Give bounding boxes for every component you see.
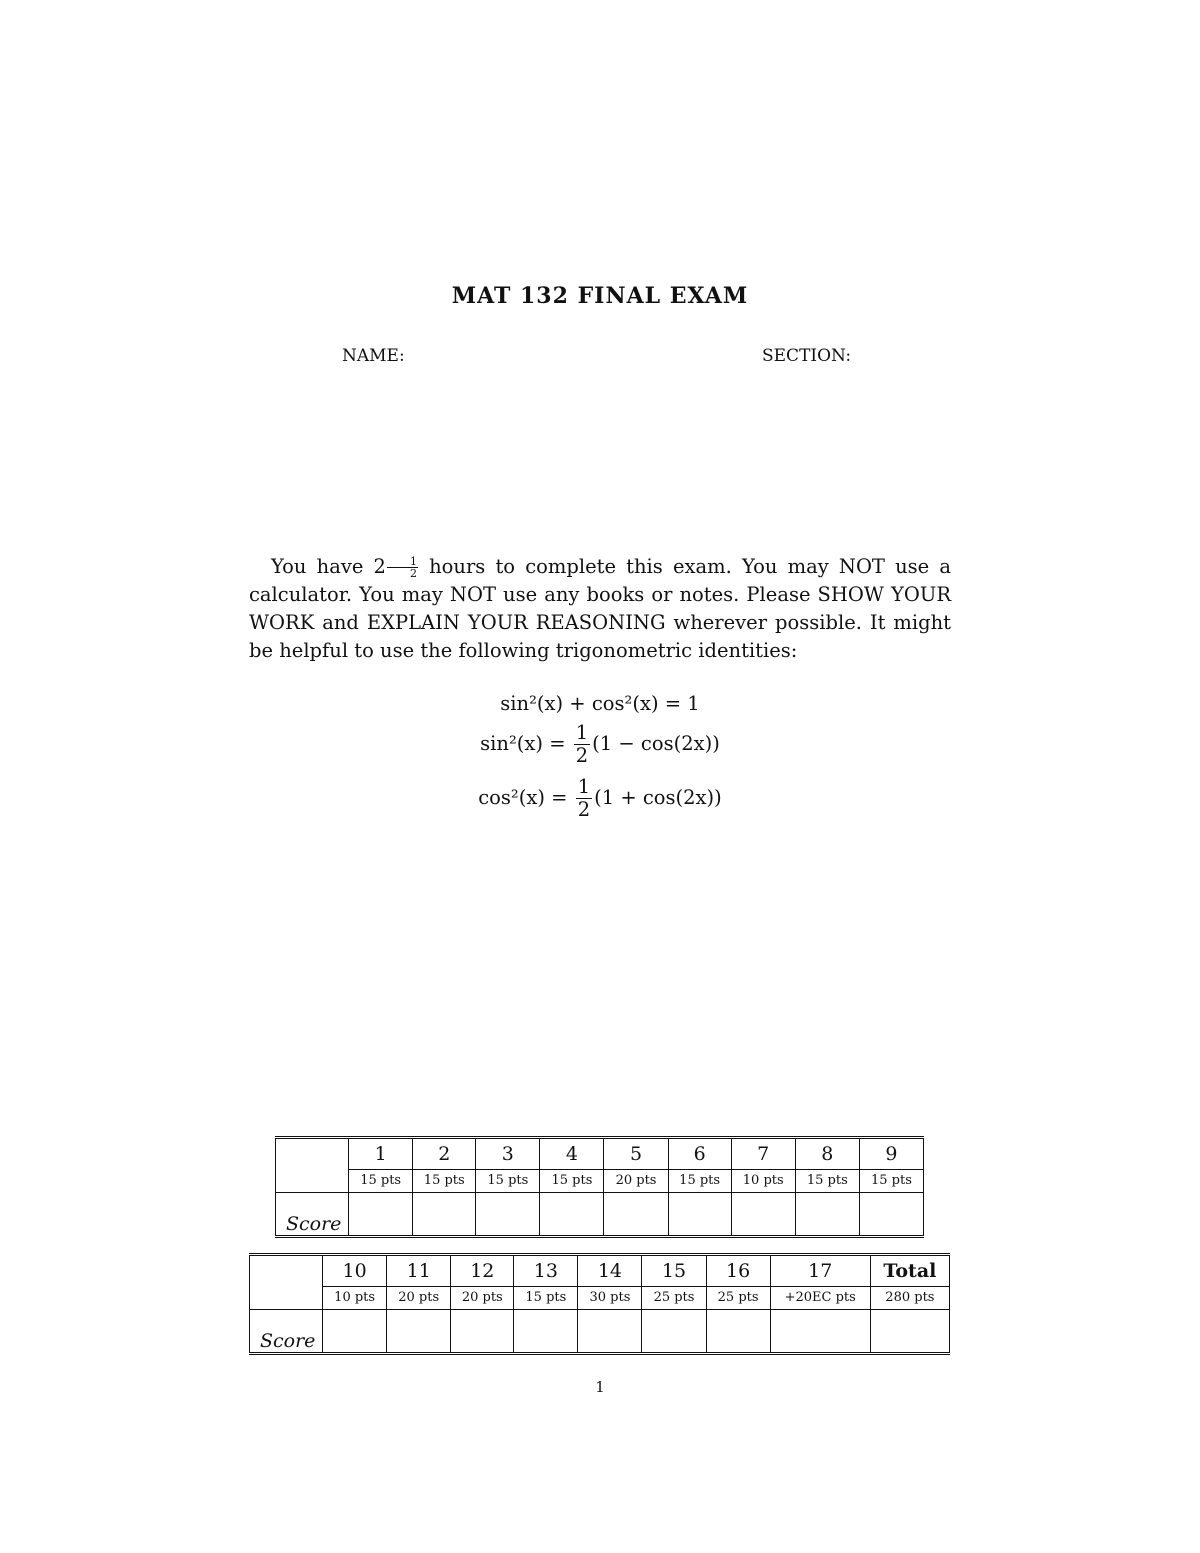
hours-fraction xyxy=(387,556,418,579)
score-cell[interactable] xyxy=(604,1193,668,1237)
score-cell[interactable] xyxy=(668,1193,731,1237)
identity-2-denominator: 2 xyxy=(575,744,589,767)
question-points: 10 pts xyxy=(731,1170,795,1193)
score-table-1 xyxy=(275,1136,924,1238)
score-cell[interactable] xyxy=(349,1193,413,1237)
table-2-points-row xyxy=(250,1287,950,1310)
identity-2-rhs: (1 − cos(2x)) xyxy=(592,732,720,755)
question-points: 10 pts xyxy=(323,1287,387,1310)
question-points: 15 pts xyxy=(514,1287,578,1310)
score-cell[interactable] xyxy=(413,1193,476,1237)
question-points: 25 pts xyxy=(706,1287,770,1310)
identity-sin-squared: sin²(x) = $\frac{1}{2}$ (1 − cos(2x)) xyxy=(480,721,720,767)
question-number: 6 xyxy=(668,1138,731,1170)
question-number: 7 xyxy=(731,1138,795,1170)
page-number: 1 xyxy=(595,1378,605,1396)
name-label: NAME: xyxy=(342,346,405,366)
identity-2-lhs: sin²(x) xyxy=(480,732,543,755)
hours-denominator: 2 xyxy=(409,567,417,580)
exam-title: MAT 132 FINAL EXAM xyxy=(451,283,749,309)
table-1-score-row xyxy=(276,1193,924,1237)
question-points: 15 pts xyxy=(859,1170,923,1193)
question-points: +20EC pts xyxy=(770,1287,870,1310)
identity-3-denominator: 2 xyxy=(577,798,591,821)
question-number: 16 xyxy=(706,1255,770,1287)
score-cell[interactable] xyxy=(476,1193,540,1237)
question-number: 12 xyxy=(451,1255,514,1287)
question-number: 13 xyxy=(514,1255,578,1287)
question-number: 10 xyxy=(323,1255,387,1287)
hours-numerator: 1 xyxy=(387,556,418,568)
question-number: 9 xyxy=(859,1138,923,1170)
question-number: 11 xyxy=(387,1255,451,1287)
identity-3-numerator: 1 xyxy=(577,775,591,798)
identity-3-fraction xyxy=(576,776,592,821)
question-number: 2 xyxy=(413,1138,476,1170)
table-2-score-row xyxy=(250,1310,950,1354)
question-points: 15 pts xyxy=(795,1170,859,1193)
identity-2-numerator: 1 xyxy=(575,721,589,744)
score-cell[interactable] xyxy=(706,1310,770,1354)
question-number: 4 xyxy=(540,1138,604,1170)
identity-2-fraction xyxy=(574,722,590,767)
identity-1-text: sin²(x) + cos²(x) = 1 xyxy=(500,692,700,715)
table-2-corner-cell xyxy=(250,1255,323,1310)
question-points: 15 pts xyxy=(476,1170,540,1193)
hours-mixed-number xyxy=(374,555,419,578)
score-cell[interactable] xyxy=(795,1193,859,1237)
table-1-points-row xyxy=(276,1170,924,1193)
score-label: Score xyxy=(250,1310,323,1354)
score-cell[interactable] xyxy=(387,1310,451,1354)
identity-3-lhs: cos²(x) xyxy=(478,786,545,809)
question-number: 17 xyxy=(770,1255,870,1287)
table-1-corner-cell xyxy=(276,1138,349,1193)
score-cell[interactable] xyxy=(770,1310,870,1354)
question-number: 15 xyxy=(642,1255,706,1287)
score-cell[interactable] xyxy=(642,1310,706,1354)
question-points: 15 pts xyxy=(540,1170,604,1193)
table-2-header-row xyxy=(250,1255,950,1287)
question-number: 3 xyxy=(476,1138,540,1170)
question-points: 20 pts xyxy=(604,1170,668,1193)
question-points: 30 pts xyxy=(578,1287,642,1310)
hours-whole: 2 xyxy=(373,555,386,578)
question-number: 1 xyxy=(349,1138,413,1170)
question-number: 8 xyxy=(795,1138,859,1170)
identity-cos-squared: cos²(x) = $\frac{1}{2}$ (1 + cos(2x)) xyxy=(478,775,722,821)
table-1-header-row xyxy=(276,1138,924,1170)
instructions-paragraph xyxy=(249,553,951,665)
question-points: 15 pts xyxy=(668,1170,731,1193)
score-cell[interactable] xyxy=(578,1310,642,1354)
instructions-part2: hours to complete this exam. You may NOT use a calculator. You may NOT use any books or notes. Please SHOW YOUR WORK and EXPLAIN YOUR REASONING wherever possible. It might be helpful to use the following trigonometric identities: xyxy=(249,555,951,662)
score-cell[interactable] xyxy=(540,1193,604,1237)
identity-3-rhs: (1 + cos(2x)) xyxy=(594,786,722,809)
question-points: 20 pts xyxy=(451,1287,514,1310)
score-cell[interactable] xyxy=(859,1193,923,1237)
question-points: 15 pts xyxy=(349,1170,413,1193)
score-cell[interactable] xyxy=(731,1193,795,1237)
total-points: 280 pts xyxy=(870,1287,949,1310)
score-cell[interactable] xyxy=(451,1310,514,1354)
question-number: 5 xyxy=(604,1138,668,1170)
question-points: 20 pts xyxy=(387,1287,451,1310)
instructions-part1: You have xyxy=(271,555,374,578)
score-table-2 xyxy=(249,1253,950,1355)
score-cell[interactable] xyxy=(323,1310,387,1354)
section-label: SECTION: xyxy=(762,346,852,366)
total-score-cell[interactable] xyxy=(870,1310,949,1354)
question-number: 14 xyxy=(578,1255,642,1287)
question-points: 25 pts xyxy=(642,1287,706,1310)
total-header: Total xyxy=(870,1255,949,1287)
score-cell[interactable] xyxy=(514,1310,578,1354)
question-points: 15 pts xyxy=(413,1170,476,1193)
score-label: Score xyxy=(276,1193,349,1237)
